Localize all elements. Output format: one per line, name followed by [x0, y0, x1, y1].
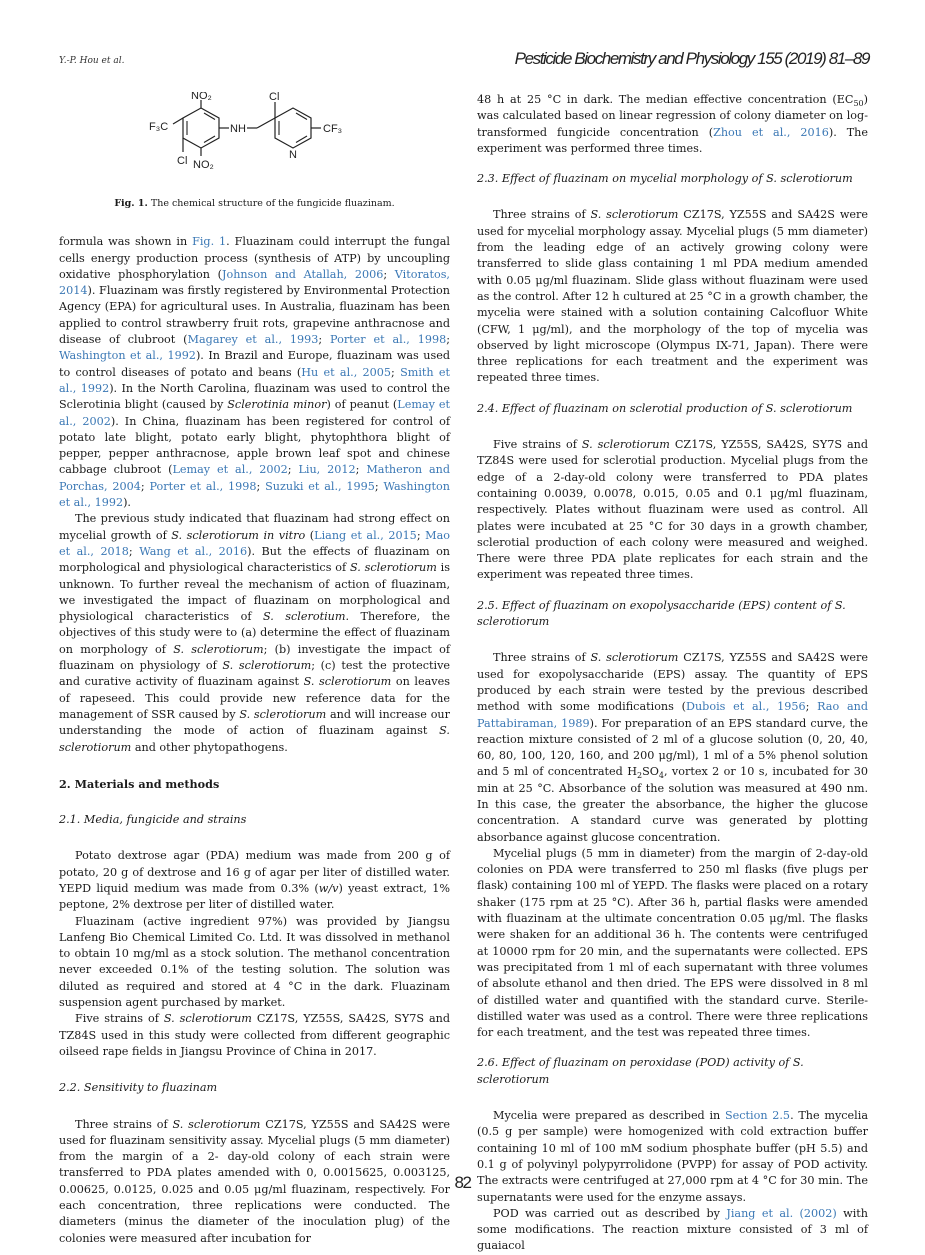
text: ). — [123, 496, 131, 510]
text: ; — [391, 365, 401, 379]
section-link[interactable]: Section 2.5 — [724, 1109, 791, 1123]
pyridine-bond-link — [257, 118, 275, 128]
text: ; — [416, 528, 426, 542]
species-name: S. sclerotiorum — [349, 561, 437, 575]
species-name: S. sclerotiorum — [477, 598, 846, 629]
citation-link[interactable]: Zhou et al., 2016 — [713, 125, 829, 139]
text: ; — [805, 700, 818, 714]
citation-link[interactable]: Mao et al., 2018 — [59, 528, 451, 558]
paragraph-media — [59, 848, 450, 913]
text: Three strains of — [75, 1117, 173, 1131]
species-name: S. sclerotiorum — [239, 707, 327, 721]
citation-link[interactable]: Smith et al., 1992 — [59, 365, 450, 395]
species-name: S. sclerotiorum — [59, 724, 450, 754]
text: Five strains of — [493, 438, 582, 452]
text: CZ17S, YZ55S, SA42S, SY7S and TZ84S were used for sclerotial production. Mycelial plugs from the edge of a 2-day-old colony were transferred to PDA plates containing 0.0039, 0.0078, 0.015, 0.05 and 0.1 μg/ml fluazinam, respectively. Plates without fluazinam were used as control. All plates were incubated at 25 °C for 30 days in a growth chamber, sclerotial production of each colony were measured and weighed. There were three PDA plate replicates for each strain and the experiment was repeated three times. — [477, 438, 868, 582]
text: is unknown. To further reveal the mechanism of action of fluazinam, we investigated the impact of fluazinam on morphological and physiological characteristics of — [59, 561, 450, 624]
figure-1-caption — [59, 196, 450, 212]
text: ). But the effects of fluazinam on morphological and physiological characteristics of — [59, 544, 451, 575]
text: SO — [642, 765, 659, 779]
text: ; — [374, 479, 384, 493]
figure-1-caption-text: The chemical structure of the fungicide fluazinam. — [147, 198, 395, 209]
atom-cf3-left: F₃C — [149, 121, 169, 133]
text: ). In the North Carolina, fluazinam was used to control the Sclerotinia blight (caused by — [59, 381, 450, 412]
fig-link[interactable]: Fig. 1 — [192, 235, 227, 249]
text: ; — [128, 544, 140, 558]
citation-link[interactable]: Vitoratos, 2014 — [59, 267, 450, 298]
text: Three strains of — [493, 208, 591, 222]
text: 2.5. Effect of fluazinam on exopolysaccharide (EPS) content of — [477, 598, 835, 612]
text: ). The experiment was performed three times. — [477, 125, 868, 155]
atom-cl-top: Cl — [269, 92, 280, 103]
citation-link[interactable]: Matheron and Porchas, 2004 — [59, 463, 450, 493]
atom-cl-bottom: Cl — [177, 155, 188, 167]
subsection-heading-2-4 — [477, 401, 868, 417]
pyridine-ring — [275, 108, 311, 148]
text: CZ17S, YZ55S and SA42S were used for exopolysaccharide (EPS) assay. The quantity of EPS produced by each strain were tested by the previous described method with some modifications ( — [477, 651, 868, 714]
text: ) was calculated based on linear regression of colony diameter on log-transformed fungicide concentration ( — [477, 93, 868, 139]
text: ). In China, fluazinam has been registered for control of potato late blight, potato early blight, phytophthora blight of pepper, pepper anthracnose, apple brown leaf spot and chinese cabbage clubroot ( — [59, 414, 450, 477]
subsection-heading-2-5 — [477, 598, 868, 631]
text: CZ17S, YZ55S and SA42S were used for fluazinam sensitivity assay. Mycelial plugs (5 mm diameter) from the margin of a 2- day-old colony of each strain were transferred to PDA plates amended with 0, 0.0015625, 0.003125, 0.00625, 0.0125, 0.025 and 0.05 μg/ml fluazinam, respectively. For each concentration, three replications were conducted. The diameters (minus the diameter of the inoculation plug) of the colonies were measured after incubation for — [59, 1117, 450, 1245]
paragraph-ec50 — [477, 92, 868, 157]
citation-link[interactable]: Porter et al., 1998 — [149, 479, 257, 493]
citation-link[interactable]: Liu, 2012 — [298, 463, 356, 477]
subscript: 2 — [636, 771, 643, 781]
text: ; (b) investigate the impact of fluazinam on physiology of — [59, 642, 451, 673]
subsection-heading-2-3 — [477, 171, 868, 187]
paragraph-strains — [59, 1011, 450, 1060]
intro-paragraph-1 — [59, 234, 450, 511]
text: ) yeast extract, 1% peptone, 2% dextrose per liter of distilled water. — [59, 881, 451, 912]
benzene-double-1 — [204, 113, 215, 120]
text: 2.4. Effect of fluazinam on sclerotial production of — [477, 401, 766, 415]
species-name: S. sclerotiorum — [303, 675, 392, 689]
text: ; — [446, 333, 450, 347]
text: . The mycelia (0.5 g per sample) were homogenized with cold extraction buffer containing 10 ml of 100 mM sodium phosphate buffer (pH 5.5) and 0.1 g of polyvinyl polypyrrolidone (PVPP) for assay of POD activity. The extracts were centrifuged at 27,000 rpm at 4 °C for 30 min. The supernatants were used for the enzyme assays. — [477, 1109, 869, 1204]
paragraph-sclerotial — [477, 437, 868, 584]
text: and will increase our understanding the mode of action of fluazinam against — [59, 707, 450, 738]
citation-link[interactable]: Rao and Pattabiraman, 1989 — [477, 700, 868, 730]
atom-no2-bottom: NO₂ — [193, 159, 214, 171]
text: 48 h at 25 °C in dark. The median effective concentration (EC — [477, 93, 854, 106]
citation-link[interactable]: Liang et al., 2015 — [314, 528, 417, 542]
text: ; — [256, 479, 266, 493]
running-header-authors: Y.-P. Hou et al. — [59, 56, 125, 66]
text: formula was shown in — [59, 235, 193, 249]
species-name: S. sclerotiorum — [581, 438, 670, 452]
paragraph-eps-2: Mycelial plugs (5 mm in diameter) from the margin of 2-day-old colonies on PDA were transferred to 250 ml flasks (five plugs per flask) containing 100 ml of YEPD. The flasks were placed on a rotary shaker (175 rpm at 25 °C). After 36 h, partial flasks were amended with fluazinam at the ultimate concentration 0.05 μg/ml. The flasks were shaken for an additional 36 h. The contents were centrifuged at 10000 rpm for 20 min, and the supernatants were collected. EPS was precipitated from 1 ml of each supernatant with three volumes of absolute ethanol and then dried. The EPS were dissolved in 8 ml of distilled water and quantified with the standard curve. Sterile-distilled water was used as a control. There were three replications for each treatment, and the test was repeated three times. — [477, 846, 868, 1040]
text: CZ17S, YZ55S and SA42S were used for mycelial morphology assay. Mycelial plugs (5 mm diameter) from the leading edge of an actively growing colony were transferred to slide glass containing 1 ml PDA medium amended with 0.05 μg/ml fluazinam. Slide glass without fluazinam were used as the control. After 12 h cultured at 25 °C in a growth chamber, the mycelia were stained with a solution containing Calcofluor White (CFW, 1 μg/ml), and the morphology of the top of mycelia was observed by light microscope (Olympus IX-71, Japan). There were three replications for each treatment and the experiment was repeated three times. — [477, 208, 868, 385]
species-name: S. sclerotiorum — [590, 651, 679, 665]
text: Five strains of — [75, 1012, 164, 1026]
benzene-ring — [183, 108, 219, 148]
fluazinam-structure — [145, 92, 365, 174]
text: ; — [318, 333, 331, 347]
text: and other phytopathogens. — [131, 740, 288, 754]
text: ; — [140, 479, 150, 493]
pyridine-double-2 — [296, 113, 307, 120]
text: . Fluazinam could interrupt the fungal cells energy production process (synthesis of ATP) by uncoupling oxidative phosphorylation ( — [59, 235, 451, 281]
text: . Therefore, the objectives of this study were to (a) determine the effect of fluazinam on morphology of — [59, 610, 450, 656]
figure-1-label: Fig. 1. — [114, 198, 148, 209]
section-heading-2: 2. Materials and methods — [59, 776, 220, 791]
left-column — [59, 92, 450, 1247]
text: CZ17S, YZ55S, SA42S, SY7S and TZ84S used in this study were collected from different geographic oilseed rape fields in Jiangsu Province of China in 2017. — [59, 1012, 450, 1058]
subsection-heading-2-1: 2.1. Media, fungicide and strains — [59, 813, 247, 827]
species-name: S. sclerotiorum in vitro — [171, 528, 306, 542]
species-name: S. sclerotiorum — [766, 172, 853, 186]
species-name: S. sclerotium — [262, 610, 346, 624]
atom-no2-top: NO₂ — [191, 92, 212, 102]
text: ; — [383, 267, 395, 281]
citation-link[interactable]: Washington et al., 1992 — [59, 349, 196, 363]
atom-n-ring: N — [289, 149, 297, 161]
species-name: S. sclerotiorum — [163, 1012, 252, 1026]
text: on leaves of rapeseed. This could provide new reference data for the management of SSR caused by — [59, 675, 450, 721]
text: with some modifications. The reaction mixture consisted of 3 ml of guaiacol — [477, 1206, 868, 1253]
citation-link[interactable]: Johnson and Atallah, 2006 — [221, 267, 384, 281]
bond-cf3-left — [173, 118, 183, 124]
citation-link[interactable]: Lemay et al., 2002 — [59, 398, 451, 428]
text: The previous study indicated that fluazinam had strong effect on mycelial growth of — [59, 512, 450, 542]
citation-link[interactable]: Porter et al., 1998 — [330, 333, 447, 347]
subsection-heading-2-2: 2.2. Sensitivity to fluazinam — [59, 1081, 218, 1095]
right-column — [477, 92, 868, 1255]
species-name: Sclerotinia minor — [227, 398, 327, 412]
citation-link[interactable]: Dubois et al., 1956 — [686, 700, 806, 714]
text: ; — [287, 463, 299, 477]
paragraph-fluazinam: Fluazinam (active ingredient 97%) was provided by Jiangsu Lanfeng Bio Chemical Limited Co. Ltd. It was dissolved in methanol to obtain 10 mg/ml as a stock solution. The methanol concentration never exceeded 0.1% of the testing solution. The solution was diluted as required and stored at 4 °C in the dark. Fluazinam suspension agent purchased by market. — [59, 914, 450, 1010]
text: ; — [355, 463, 367, 477]
text-italic: w/v — [318, 881, 339, 895]
citation-link[interactable]: Lemay et al., 2002 — [172, 463, 288, 477]
text: POD was carried out as described by — [493, 1206, 727, 1220]
text: Potato dextrose agar (PDA) medium was made from 200 g of potato, 20 g of dextrose and 16 g of agar per liter of distilled water. YEPD liquid medium was made from 0.3% ( — [59, 849, 450, 895]
subscript: 4 — [658, 771, 664, 781]
species-name: S. sclerotiorum — [590, 208, 679, 222]
text: 2.6. Effect of fluazinam on peroxidase (POD) activity of — [477, 1056, 793, 1070]
citation-link[interactable]: Jiang et al. (2002) — [726, 1206, 837, 1220]
paragraph-eps — [477, 650, 868, 846]
text: Three strains of — [493, 651, 591, 665]
text: ). In Brazil and Europe, fluazinam was used to control diseases of potato and beans ( — [59, 349, 451, 379]
citation-link[interactable]: Magarey et al., 1993 — [187, 333, 319, 347]
page-number: 82 — [454, 1173, 471, 1192]
subscript: 50 — [853, 99, 864, 109]
paragraph-pod-2 — [477, 1206, 868, 1255]
text: ( — [305, 528, 315, 542]
intro-paragraph-2 — [59, 511, 450, 755]
species-name: S. sclerotiorum — [172, 1117, 261, 1131]
text: , vortex 2 or 10 s, incubated for 30 min at 25 °C. Absorbance of the solution was measured at 490 nm. In this case, the greater the absorbance, the higher the glucose concentration. A standard curve was generated by plotting absorbance against glucose concentration. — [477, 765, 868, 844]
species-name: S. sclerotiorum — [222, 659, 312, 673]
text: ). For preparation of an EPS standard curve, the reaction mixture consisted of 2 ml of a glucose solution (0, 20, 40, 60, 80, 100, 120, 160, and 200 μg/ml), 1 ml of a 5% phenol solution and 5 ml of concentrated H — [477, 716, 868, 779]
figure-1 — [59, 92, 450, 196]
running-header-journal: Pesticide Biochemistry and Physiology 155 (2019) 81–89 — [514, 49, 869, 68]
citation-link[interactable]: Hu et al., 2005 — [301, 365, 392, 379]
atom-nh: NH — [230, 123, 246, 135]
text: Mycelia were prepared as described in — [493, 1109, 725, 1123]
species-name: S. sclerotiorum — [765, 401, 853, 415]
citation-link[interactable]: Wang et al., 2016 — [139, 544, 248, 558]
text: ) of peanut ( — [326, 398, 398, 412]
citation-link[interactable]: Washington et al., 1992 — [59, 479, 450, 510]
species-name: S. sclerotiorum — [173, 642, 264, 656]
species-name: S. sclerotiorum — [477, 1056, 804, 1086]
atom-cf3-right: CF₃ — [323, 123, 343, 135]
text: ). Fluazinam was firstly registered by Environmental Protection Agency (EPA) for agricultural uses. In Australia, fluazinam has been applied to control strawberry fruit rots, grapevine anthracnose and disease of clubroot ( — [59, 284, 450, 347]
citation-link[interactable]: Suzuki et al., 1995 — [265, 479, 375, 493]
paragraph-morphology — [477, 207, 868, 386]
subsection-heading-2-6 — [477, 1055, 868, 1088]
text: ; (c) test the protective and curative activity of fluazinam against — [59, 659, 451, 689]
text: 2.3. Effect of fluazinam on mycelial morphology of — [477, 172, 767, 186]
